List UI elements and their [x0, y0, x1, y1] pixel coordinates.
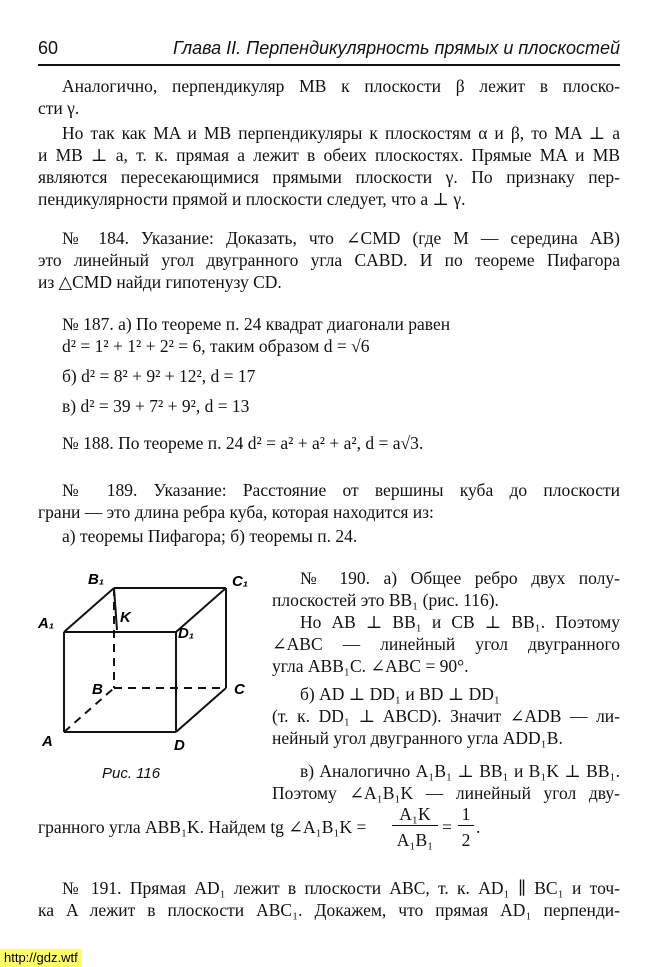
figure-caption: Рис. 116: [102, 765, 161, 782]
text-line: грани — это длина ребра куба, которая находится из:: [38, 502, 434, 522]
fraction-denominator: A₁B₁: [396, 830, 434, 850]
label-b1: B₁: [88, 571, 105, 588]
half-numerator: 1: [458, 803, 474, 826]
fraction-numerator: A₁K: [392, 803, 438, 826]
problem-187-line: № 187. а) По теореме п. 24 квадрат диагонали равен: [62, 314, 451, 334]
formula-lead: гранного угла ABB₁K. Найдем tg ∠A₁B₁K =: [38, 817, 367, 837]
text-line: это линейный угол двугранного угла CABD. И по теореме Пифагора: [38, 250, 620, 270]
formula-tail: .: [476, 817, 481, 837]
label-d: D: [174, 737, 185, 754]
text-line: нейный угол двугранного угла ADD₁B.: [272, 728, 563, 748]
label-k: K: [120, 609, 131, 626]
text-line: а) теоремы Пифагора; б) теоремы п. 24.: [62, 526, 358, 546]
cube-figure: [30, 570, 260, 765]
chapter-title: Глава II. Перпендикулярность прямых и плоскостей: [173, 38, 620, 58]
formula-line: d² = 1² + 1² + 2² = 6, таким образом d = √6: [62, 336, 370, 356]
formula-line: б) d² = 8² + 9² + 12², d = 17: [62, 366, 256, 386]
label-c1: C₁: [232, 573, 249, 590]
equals-sign: =: [442, 817, 452, 837]
text-line: из △CMD найди гипотенузу CD.: [38, 272, 282, 292]
tangent-formula: [38, 803, 620, 853]
text-line: в) Аналогично A₁B₁ ⊥ BB₁ и B₁K ⊥ BB₁.: [300, 761, 620, 781]
label-a1: A₁: [38, 615, 55, 632]
text-line: ∠ABC — линейный угол двугранного: [272, 634, 620, 654]
text-line: Поэтому ∠A₁B₁K — линейный угол дву-: [272, 783, 620, 803]
text-line: Аналогично, перпендикуляр MB к плоскости β лежит в плоско-: [62, 76, 620, 96]
label-d1: D₁: [178, 625, 195, 642]
page-number: 60: [38, 38, 59, 58]
label-c: C: [234, 681, 245, 698]
problem-191-line: № 191. Прямая AD₁ лежит в плоскости ABC, т. к. AD₁ ∥ BC₁ и точ-: [62, 878, 620, 898]
text-line: плоскостей это BB₁ (рис. 116).: [272, 590, 499, 610]
problem-189-line: № 189. Указание: Расстояние от вершины куба до плоскости: [62, 480, 620, 500]
problem-184-line: № 184. Указание: Доказать, что ∠CMD (где M — середина AB): [62, 228, 620, 248]
label-b: B: [92, 681, 103, 698]
text-line: пендикулярности прямой и плоскости следует, что a ⊥ γ.: [38, 189, 466, 209]
text-line: сти γ.: [38, 98, 80, 118]
text-line: ка A лежит в плоскости ABC₁. Докажем, что прямая AD₁ перпенди-: [38, 900, 620, 920]
source-watermark: http://gdz.wtf: [0, 949, 82, 967]
header-rule: [38, 64, 620, 66]
text-line: (т. к. DD₁ ⊥ ABCD). Значит ∠ADB — ли-: [272, 706, 620, 726]
text-line: Но так как MA и MB перпендикуляры к плоскостям α и β, то MA ⊥ a: [62, 123, 620, 143]
text-line: Но AB ⊥ BB₁ и CB ⊥ BB₁. Поэтому: [300, 612, 620, 632]
page-header: [38, 38, 620, 62]
text-line: являются пересекающимися прямыми плоскости γ. По признаку пер-: [38, 167, 620, 187]
text-line: и MB ⊥ a, т. к. прямая a лежит в обеих плоскостях. Прямые MA и MB: [38, 145, 620, 165]
half-denominator: 2: [461, 830, 471, 850]
text-line: угла ABB₁C. ∠ABC = 90°.: [272, 656, 469, 676]
label-a: A: [42, 733, 53, 750]
cube-diagram: [30, 570, 260, 765]
problem-188-line: № 188. По теореме п. 24 d² = a² + a² + a², d = a√3.: [62, 433, 424, 453]
problem-190-line: № 190. а) Общее ребро двух полу-: [300, 568, 620, 588]
text-line: б) AD ⊥ DD₁ и BD ⊥ DD₁: [300, 684, 500, 704]
formula-line: в) d² = 39 + 7² + 9², d = 13: [62, 396, 250, 416]
